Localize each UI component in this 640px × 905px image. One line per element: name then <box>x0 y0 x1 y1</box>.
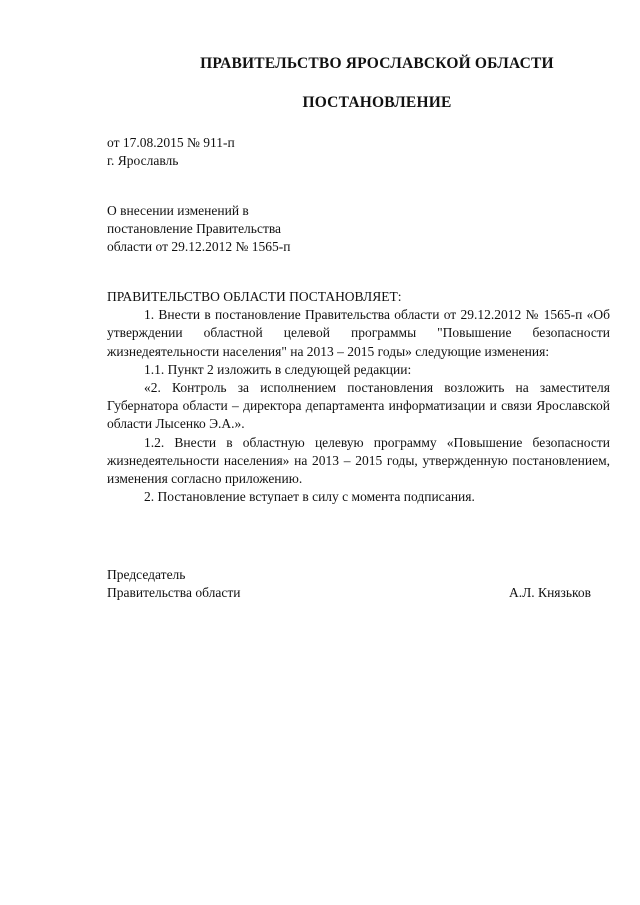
document-subject <box>107 202 290 256</box>
city-line: г. Ярославль <box>107 153 179 168</box>
paragraph-item-1-1: 1.1. Пункт 2 изложить в следующей редакции: <box>144 361 412 377</box>
subject-line: О внесении изменений в <box>107 203 249 218</box>
paragraph-quote: «2. Контроль за исполнением постановления возложить на заместителя Губернатора области – директора департамента информатизации и связи Ярославской области Лысенко Э.А.». <box>107 380 610 432</box>
government-name: ПРАВИТЕЛЬСТВО ЯРОСЛАВСКОЙ ОБЛАСТИ <box>200 55 554 72</box>
signatory-name: А.Л. Князьков <box>509 585 591 600</box>
document-body <box>107 288 610 506</box>
subject-line: области от 29.12.2012 № 1565-п <box>107 239 291 254</box>
date-number-line: от 17.08.2015 № 911-п <box>107 135 235 150</box>
preamble: ПРАВИТЕЛЬСТВО ОБЛАСТИ ПОСТАНОВЛЯЕТ: <box>107 289 402 304</box>
signatory-title-line2: Правительства области <box>107 585 241 600</box>
paragraph-item-2: 2. Постановление вступает в силу с момента подписания. <box>144 489 475 505</box>
subject-line: постановление Правительства <box>107 221 282 236</box>
signature-block <box>107 566 591 602</box>
paragraph-item-1-2: 1.2. Внести в областную целевую программу «Повышение безопасности жизнедеятельности населения» на 2013 – 2015 годы, утвержденную постановлением, изменения согласно приложению. <box>107 434 610 487</box>
signatory-title-line1: Председатель <box>107 567 186 582</box>
paragraph-item-1: 1. Внести в постановление Правительства области от 29.12.2012 № 1565-п «Об утверждении областной целевой программы "Повышение безопасности жизнедеятельности населения" на 2013 – 2015 годы» следующие изменения: <box>107 307 610 359</box>
document-meta <box>107 134 235 170</box>
document-type-title: ПОСТАНОВЛЕНИЕ <box>302 94 452 111</box>
